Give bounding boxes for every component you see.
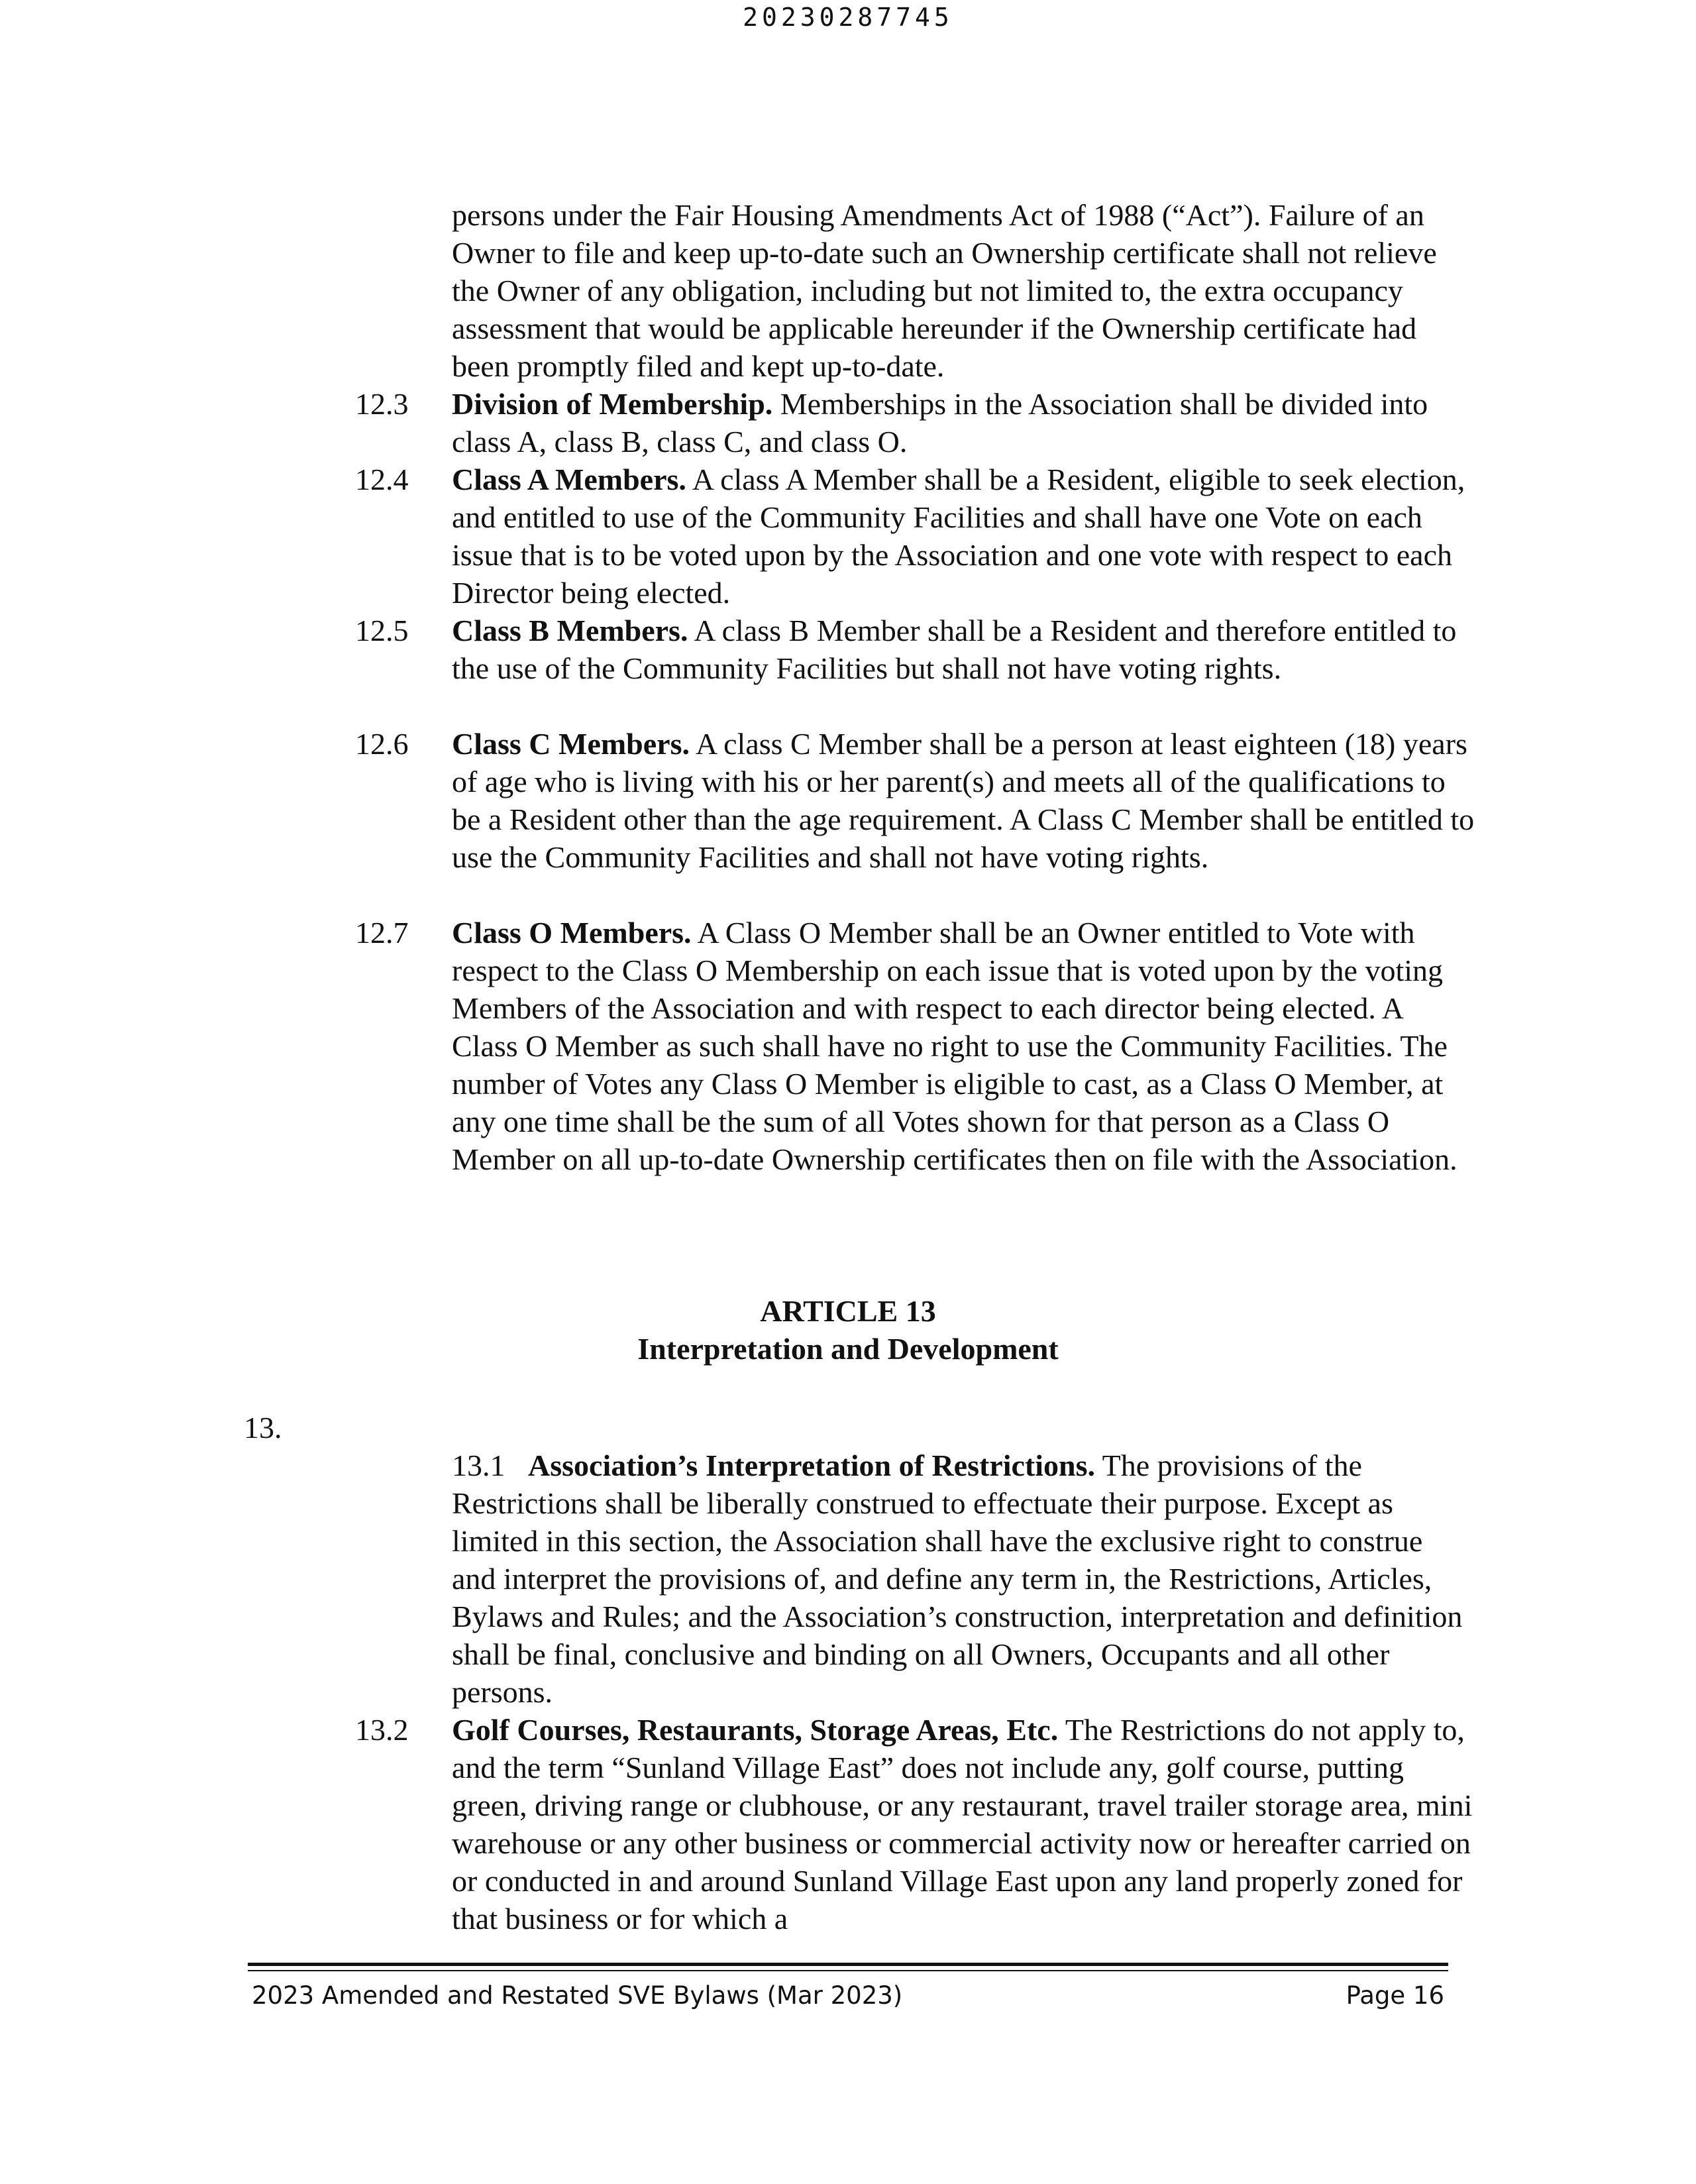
section-number: 12.4 <box>355 463 409 496</box>
section-12-7 <box>355 914 1475 1178</box>
section-heading: Class B Members. <box>452 614 688 647</box>
section-text: Memberships in the Association shall be divided into class A, class B, class C, and class O. <box>452 387 1428 459</box>
section-text: The Restrictions do not apply to, and the term “Sunland Village East” does not include any, golf course, putting green, driving range or clubhouse, or any restaurant, travel trailer storage area, mini warehouse or any other business or commercial activity now or hereafter carried on or conducted in and around Sunland Village East upon any land properly zoned for that business or for which a <box>452 1713 1473 1936</box>
section-text: A class A Member shall be a Resident, eligible to seek election, and entitled to use of the Community Facilities and shall have one Vote on each issue that is to be voted upon by the Association and one vote with respect to each Director being elected. <box>452 463 1465 610</box>
section-number: 12.3 <box>355 387 409 421</box>
section-text: The provisions of the Restrictions shall be liberally construed to effectuate their purpose. Except as limited in this section, the Association shall have the exclusive right to construe and interpret the provisions of, and define any term in, the Restrictions, Articles, Bylaws and Rules; and the Association’s construction, interpretation and definition shall be final, conclusive and binding on all Owners, Occupants and all other persons. <box>452 1448 1463 1709</box>
article-title: ARTICLE 13 <box>760 1294 936 1328</box>
article-subtitle: Interpretation and Development <box>637 1332 1059 1366</box>
section-heading: Class C Members. <box>452 727 690 761</box>
section-heading: Association’s Interpretation of Restrictions. <box>528 1448 1096 1482</box>
section-12-6 <box>355 725 1475 876</box>
footer-title: 2023 Amended and Restated SVE Bylaws (Mar 2023) <box>252 1981 903 2010</box>
section-number: 13.1 <box>452 1448 505 1482</box>
section-heading: Golf Courses, Restaurants, Storage Areas, Etc. <box>452 1713 1059 1747</box>
section-heading: Class O Members. <box>452 916 692 950</box>
section-number: 13.2 <box>355 1713 409 1747</box>
section-heading: Class A Members. <box>452 463 686 496</box>
continuation-paragraph: persons under the Fair Housing Amendments Act of 1988 (“Act”). Failure of an Owner to file and keep up-to-date such an Ownership certificate shall not relieve the Owner of any obligation, including but not limited to, the extra occupancy assessment that would be applicable hereunder if the Ownership certificate had been promptly filed and kept up-to-date. <box>452 198 1437 383</box>
section-text: A class C Member shall be a person at least eighteen (18) years of age who is living with his or her parent(s) and meets all of the qualifications to be a Resident other than the age requirement. A Class C Member shall be entitled to use the Community Facilities and shall not have voting rights. <box>452 727 1475 874</box>
section-12-3 <box>355 385 1475 461</box>
page-number: Page 16 <box>1346 1981 1444 2010</box>
section-number: 12.7 <box>355 916 409 950</box>
footer-rule-thin <box>248 1970 1448 1971</box>
footer-rule-thick <box>248 1963 1448 1966</box>
section-12-4 <box>355 461 1475 612</box>
section-text: A class B Member shall be a Resident and therefore entitled to the use of the Community Facilities but shall not have voting rights. <box>452 614 1457 685</box>
article-number-label: 13. <box>244 1411 282 1445</box>
document-number: 20230287745 <box>743 3 953 32</box>
section-text: A Class O Member shall be an Owner entitled to Vote with respect to the Class O Membership on each issue that is voted upon by the voting Members of the Association and with respect to each director being elected. A Class O Member as such shall have no right to use the Community Facilities. The number of Votes any Class O Member is eligible to cast, as a Class O Member, at any one time shall be the sum of all Votes shown for that person as a Class O Member on all up-to-date Ownership certificates then on file with the Association. <box>452 916 1458 1176</box>
section-heading: Division of Membership. <box>452 387 773 421</box>
section-number: 12.5 <box>355 614 409 647</box>
section-13-1 <box>452 1447 1472 1711</box>
page-footer <box>252 1981 1444 2010</box>
section-13-2 <box>355 1711 1475 1938</box>
section-number: 12.6 <box>355 727 409 761</box>
section-12-5 <box>355 612 1475 687</box>
